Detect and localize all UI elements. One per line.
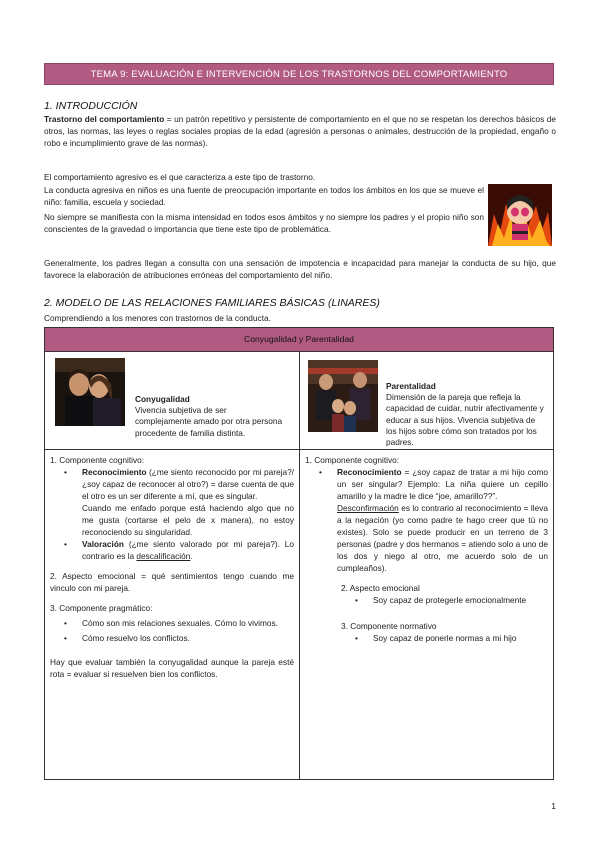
parentalidad-cognitive-title: 1. Componente cognitivo: <box>305 455 400 465</box>
cartoon-character-image <box>488 184 552 246</box>
couple-photo <box>55 358 125 426</box>
page-number: 1 <box>551 801 556 811</box>
parentalidad-reconocimiento-text: = ¿soy capaz de tratar a mi hijo como un ser singular? Ejemplo: La niña quiere un cepillo amarillo y la madre le dice “joe, amarillo??”. <box>337 467 548 502</box>
valoracion-term: Valoración <box>82 539 124 550</box>
reconocimiento-term: Reconocimiento <box>82 467 147 478</box>
family-photo <box>308 360 378 432</box>
section-2-heading: 2. MODELO DE LAS RELACIONES FAMILIARES BÁSICAS (LINARES) <box>44 297 380 309</box>
parentalidad-normative-title: 3. Componente normativo <box>341 621 437 632</box>
relations-table <box>44 327 554 780</box>
desconfirmacion-text: es lo contrario al reconocimiento = lleva a la negación (yo como padre te hago creer que tú no existes). Solo se puede producir en un terreno de 3 personas (padre y dos hermanos = atiendo solo a uno de los dos y niego al otro, me acuerdo solo de un cumpleaños). <box>337 503 548 574</box>
conyugalidad-cell <box>45 352 300 450</box>
valoracion-text: (¿me siento valorado por mi pareja?). Lo contrario es la <box>82 539 294 562</box>
parentalidad-components <box>300 450 554 780</box>
parentalidad-title: Parentalidad <box>386 381 436 391</box>
parentalidad-description: Dimensión de la pareja que refleja la capacidad de cuidar, nutrir afectivamente y educar a sus hijos. Vivencia subjetiva de los hijos sobre cómo son tratados por los padres. <box>386 392 544 447</box>
table-header: Conyugalidad y Parentalidad <box>45 328 554 352</box>
conyugalidad-title: Conyugalidad <box>135 394 190 404</box>
parentalidad-reconocimiento-term: Reconocimiento <box>337 467 402 478</box>
intro-paragraph-2: La conducta agresiva en niños es una fuente de preocupación importante en todos los ámbitos en los que se mueve el niño: familia, escuela y sociedad. <box>44 185 484 208</box>
desconfirmacion-link: Desconfirmación <box>337 503 399 514</box>
intro-paragraph-3: No siempre se manifiesta con la misma intensidad en todos esos ámbitos y no siempre los padres y el propio niño son conscientes de la gravedad o importancia que tiene este tipo de problemática. <box>44 212 484 235</box>
definition-term: Trastorno del comportamiento <box>44 114 165 124</box>
conyugalidad-note: Hay que evaluar también la conyugalidad aunque la pareja esté rota = evaluar si resuelven bien los conflictos. <box>50 657 294 680</box>
pragmatic-item-1: • Cómo son mis relaciones sexuales. Cómo lo vivimos. <box>50 617 294 629</box>
section-2-subtitle: Comprendiendo a los menores con trastornos de la conducta. <box>44 313 271 323</box>
valoracion-end: . <box>190 551 193 562</box>
conyugalidad-reconocimiento <box>50 466 294 538</box>
intro-paragraph-4: Generalmente, los padres llegan a consulta con una sensación de impotencia e incapacidad para manejar la conducta de su hijo, que favorece la elaboración de atribuciones erróneas del comportamiento del niño. <box>44 258 556 281</box>
conyugalidad-cognitive-title: 1. Componente cognitivo: <box>50 455 145 465</box>
reconocimiento-text: (¿me siento reconocido por mi pareja?/¿soy capaz de reconocer al otro?) = darse cuenta de que el otro es un ser diferente a mí, que es singular. <box>82 467 294 502</box>
conyugalidad-valoracion <box>50 538 294 562</box>
definition-paragraph <box>44 113 556 149</box>
reconocimiento-example: Cuando me enfado porque está haciendo algo que no me gusta (cortarse el pelo de x manera), no estoy reconociendo su singularidad. <box>82 503 294 538</box>
pragmatic-item-2: • Cómo resuelvo los conflictos. <box>50 632 294 644</box>
document-title-bar: TEMA 9: EVALUACIÓN E INTERVENCIÓN DE LOS TRASTORNOS DEL COMPORTAMIENTO <box>44 63 554 85</box>
conyugalidad-description: Vivencia subjetiva de ser complejamente amado por otra persona procedente de familia distinta. <box>135 405 283 438</box>
definition-text: = un patrón repetitivo y persistente de comportamiento en el que no se respetan los derechos básicos de otros, las normas, las leyes o reglas sociales propias de la edad (agresión a personas o animales, destrucción de la propiedad, engaño o robo e incumplimiento grave de las normas). <box>44 114 556 149</box>
parentalidad-cell <box>300 352 554 450</box>
descalificacion-link: descalificación <box>136 551 191 562</box>
conyugalidad-pragmatic-title: 3. Componente pragmático: <box>50 603 153 614</box>
parentalidad-emotional-title: 2. Aspecto emocional <box>341 583 420 594</box>
conyugalidad-components <box>45 450 300 780</box>
intro-paragraph-1: El comportamiento agresivo es el que caracteriza a este tipo de trastorno. <box>44 172 316 182</box>
parentalidad-normative-item: • Soy capaz de ponerle normas a mi hijo <box>341 632 548 644</box>
parentalidad-reconocimiento <box>305 466 548 574</box>
conyugalidad-emotional: 2. Aspecto emocional = qué sentimientos tengo cuando me vinculo con mi pareja. <box>50 571 294 594</box>
parentalidad-emotional-item: • Soy capaz de protegerle emocionalmente <box>341 594 548 606</box>
section-1-heading: 1. INTRODUCCIÓN <box>44 100 138 112</box>
